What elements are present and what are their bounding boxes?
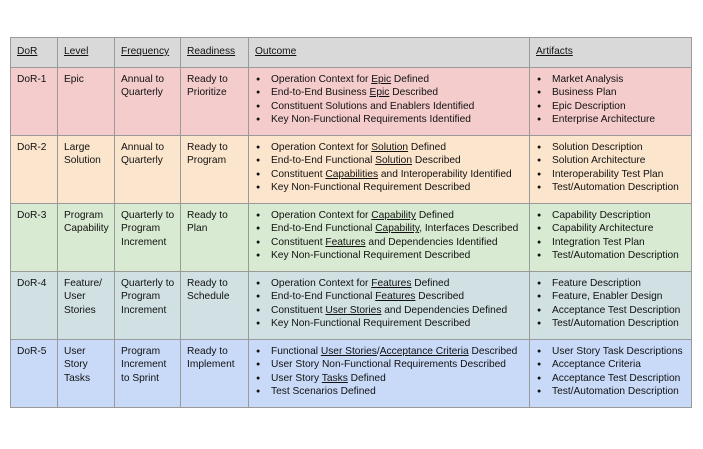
- outcome-cell: [249, 68, 530, 136]
- level-cell: Epic: [58, 68, 115, 136]
- artifacts-cell: [530, 272, 692, 340]
- outcome-item: [255, 372, 525, 385]
- artifacts-list: [536, 345, 687, 399]
- artifact-item: ● Acceptance Criteria: [536, 358, 687, 371]
- outcome-term: Epic: [371, 74, 392, 85]
- table-row: [11, 340, 692, 408]
- frequency-cell: Program Increment to Sprint: [115, 340, 181, 408]
- outcome-item: [255, 290, 525, 303]
- outcome-text: Defined: [415, 210, 454, 221]
- outcome-item: [255, 345, 525, 358]
- outcome-text: Key Non-Functional Requirement Described: [271, 182, 471, 194]
- outcome-text: /: [376, 346, 380, 357]
- artifact-item: ● Interoperability Test Plan: [536, 168, 687, 181]
- readiness-cell: Ready to Prioritize: [181, 68, 249, 136]
- outcome-list: [255, 345, 525, 399]
- outcome-item: [255, 181, 525, 194]
- outcome-text: Defined: [391, 74, 430, 85]
- outcome-term: Solution: [371, 142, 409, 153]
- outcome-term: Tasks: [321, 372, 348, 384]
- outcome-item: [255, 168, 525, 181]
- header-frequency: Frequency: [115, 38, 181, 68]
- artifacts-cell: [530, 204, 692, 272]
- header-readiness: Readiness: [181, 38, 249, 68]
- outcome-term: Acceptance Criteria: [379, 346, 469, 357]
- outcome-cell: [249, 340, 530, 408]
- outcome-term: User Stories: [320, 346, 377, 357]
- artifacts-cell: [530, 136, 692, 204]
- outcome-item: [255, 222, 525, 235]
- readiness-cell: Ready to Plan: [181, 204, 249, 272]
- definition-of-ready-table: [10, 37, 692, 408]
- outcome-text: and Interoperability Identified: [378, 168, 512, 180]
- outcome-text: Defined: [408, 142, 447, 153]
- dor-cell: DoR-1: [11, 68, 58, 136]
- table-row: [11, 204, 692, 272]
- dor-cell: DoR-3: [11, 204, 58, 272]
- outcome-list: [255, 141, 525, 195]
- header-level: Level: [58, 38, 115, 68]
- frequency-cell: Annual to Quarterly: [115, 68, 181, 136]
- artifact-item: ● Epic Description: [536, 100, 687, 113]
- artifact-item: ● User Story Task Descriptions: [536, 345, 687, 358]
- header-row: [11, 38, 692, 68]
- outcome-text: , Interfaces Described: [419, 223, 519, 235]
- outcome-text: End-to-End Functional: [271, 155, 376, 167]
- level-cell: User Story Tasks: [58, 340, 115, 408]
- readiness-cell: Ready to Program: [181, 136, 249, 204]
- level-cell: Large Solution: [58, 136, 115, 204]
- outcome-term: Features: [371, 278, 412, 289]
- dor-cell: DoR-5: [11, 340, 58, 408]
- outcome-item: [255, 86, 525, 99]
- artifact-item: ● Market Analysis: [536, 73, 687, 86]
- artifact-item: ● Capability Description: [536, 209, 687, 222]
- outcome-item: [255, 141, 525, 154]
- outcome-cell: [249, 204, 530, 272]
- outcome-term: Capability: [375, 223, 420, 235]
- outcome-text: Constituent: [271, 304, 326, 316]
- outcome-text: End-to-End Business: [271, 87, 370, 99]
- artifact-item: ● Feature Description: [536, 277, 687, 290]
- frequency-cell: Quarterly to Program Increment: [115, 272, 181, 340]
- dor-cell: DoR-2: [11, 136, 58, 204]
- outcome-item: [255, 317, 525, 330]
- level-cell: Program Capability: [58, 204, 115, 272]
- outcome-text: End-to-End Functional: [271, 223, 376, 235]
- artifacts-list: [536, 277, 687, 331]
- header-outcome: Outcome: [249, 38, 530, 68]
- outcome-text: Constituent: [271, 236, 326, 248]
- readiness-cell: Ready to Schedule: [181, 272, 249, 340]
- artifact-item: ● Enterprise Architecture: [536, 113, 687, 126]
- outcome-text: Constituent: [271, 168, 326, 180]
- outcome-text: Constituent Solutions and Enablers Identified: [271, 100, 475, 112]
- outcome-term: Capabilities: [325, 168, 379, 180]
- artifact-item: ● Test/Automation Description: [536, 385, 687, 398]
- artifact-item: ● Test/Automation Description: [536, 317, 687, 330]
- outcome-term: Epic: [369, 87, 390, 99]
- readiness-cell: Ready to Implement: [181, 340, 249, 408]
- frequency-cell: Quarterly to Program Increment: [115, 204, 181, 272]
- outcome-text: and Dependencies Defined: [381, 304, 508, 316]
- artifact-item: ● Test/Automation Description: [536, 249, 687, 262]
- outcome-item: [255, 249, 525, 262]
- header-dor: DoR: [11, 38, 58, 68]
- outcome-list: [255, 277, 525, 331]
- outcome-text: Operation Context for: [271, 74, 372, 85]
- outcome-text: Test Scenarios Defined: [271, 386, 376, 398]
- header-artifacts: Artifacts: [530, 38, 692, 68]
- artifacts-list: [536, 73, 687, 127]
- artifact-item: ● Solution Description: [536, 141, 687, 154]
- outcome-item: [255, 277, 525, 290]
- artifact-item: ● Acceptance Test Description: [536, 304, 687, 317]
- artifact-item: ● Solution Architecture: [536, 154, 687, 167]
- outcome-text: Operation Context for: [271, 142, 372, 153]
- outcome-text: Operation Context for: [271, 278, 372, 289]
- outcome-list: [255, 209, 525, 263]
- outcome-item: [255, 113, 525, 126]
- outcome-text: Described: [415, 291, 465, 303]
- outcome-term: User Stories: [325, 304, 382, 316]
- level-cell: Feature/ User Stories: [58, 272, 115, 340]
- outcome-text: Described: [412, 155, 461, 167]
- artifacts-list: [536, 209, 687, 263]
- outcome-text: User Story: [271, 372, 322, 384]
- outcome-item: [255, 209, 525, 222]
- artifacts-cell: [530, 68, 692, 136]
- outcome-text: Key Non-Functional Requirements Identified: [271, 114, 471, 126]
- dor-cell: DoR-4: [11, 272, 58, 340]
- outcome-text: Defined: [411, 278, 450, 289]
- outcome-text: Operation Context for: [271, 210, 372, 221]
- outcome-text: Described: [389, 87, 439, 99]
- outcome-text: Defined: [347, 372, 386, 384]
- artifacts-list: [536, 141, 687, 195]
- outcome-list: [255, 73, 525, 127]
- artifact-item: ● Acceptance Test Description: [536, 372, 687, 385]
- outcome-text: Functional: [271, 346, 321, 357]
- outcome-item: [255, 73, 525, 86]
- outcome-item: [255, 304, 525, 317]
- outcome-item: [255, 236, 525, 249]
- artifact-item: ● Integration Test Plan: [536, 236, 687, 249]
- table-row: [11, 68, 692, 136]
- table-row: [11, 272, 692, 340]
- outcome-text: Key Non-Functional Requirement Described: [271, 250, 471, 262]
- frequency-cell: Annual to Quarterly: [115, 136, 181, 204]
- outcome-term: Features: [375, 291, 416, 303]
- outcome-item: [255, 100, 525, 113]
- artifact-item: ● Business Plan: [536, 86, 687, 99]
- artifact-item: ● Feature, Enabler Design: [536, 290, 687, 303]
- outcome-text: Described: [468, 346, 518, 357]
- artifact-item: ● Test/Automation Description: [536, 181, 687, 194]
- outcome-term: Features: [325, 236, 366, 248]
- outcome-term: Capability: [371, 210, 416, 221]
- outcome-text: End-to-End Functional: [271, 291, 376, 303]
- outcome-text: and Dependencies Identified: [365, 236, 498, 248]
- outcome-term: Solution: [375, 155, 413, 167]
- outcome-text: Key Non-Functional Requirement Described: [271, 318, 471, 330]
- outcome-item: [255, 358, 525, 371]
- outcome-cell: [249, 136, 530, 204]
- outcome-text: User Story Non-Functional Requirements Described: [271, 359, 506, 371]
- outcome-item: [255, 385, 525, 398]
- artifact-item: ● Capability Architecture: [536, 222, 687, 235]
- outcome-cell: [249, 272, 530, 340]
- outcome-item: [255, 154, 525, 167]
- table-row: [11, 136, 692, 204]
- artifacts-cell: [530, 340, 692, 408]
